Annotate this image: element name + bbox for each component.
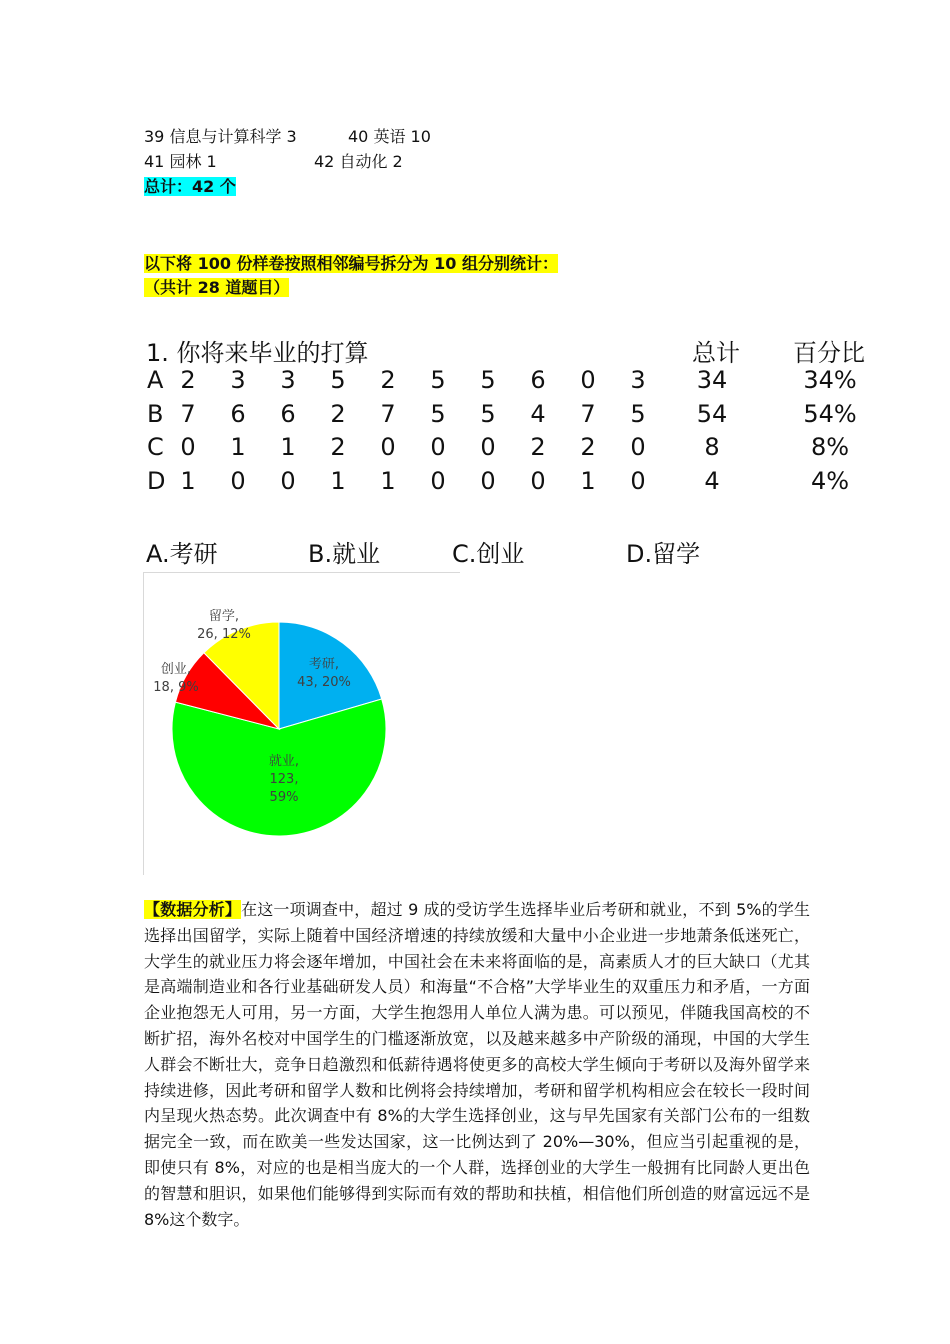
tally-cell: 0 <box>180 433 196 461</box>
tally-cell: 1 <box>230 433 246 461</box>
tally-cell: 2 <box>180 366 196 394</box>
tally-cell: 5 <box>630 400 646 428</box>
pie-label-创业: 创业, <box>160 662 192 677</box>
tally-cell: 6 <box>230 400 246 428</box>
pie-label-留学: 留学, <box>208 609 240 624</box>
pie-chart-frame <box>143 572 460 875</box>
tally-cell: 6 <box>530 366 546 394</box>
row-label-c: C <box>147 433 164 461</box>
major-39: 39 信息与计算科学 3 <box>144 127 297 146</box>
total-header: 总计 <box>692 339 740 367</box>
tally-cell: 6 <box>280 400 296 428</box>
row-total: 4 <box>704 467 720 495</box>
row-total: 34 <box>696 366 728 394</box>
tally-cell: 4 <box>530 400 546 428</box>
tally-cell: 0 <box>630 467 646 495</box>
pie-chart <box>144 573 460 875</box>
tally-cell: 1 <box>580 467 596 495</box>
tally-cell: 0 <box>230 467 246 495</box>
row-percent: 54% <box>803 400 857 428</box>
row-percent: 34% <box>803 366 857 394</box>
tally-cell: 7 <box>380 400 396 428</box>
tally-cell: 7 <box>180 400 196 428</box>
intro-line-2: （共计 28 道题目） <box>144 278 290 297</box>
tally-cell: 3 <box>630 366 646 394</box>
tally-cell: 2 <box>330 400 346 428</box>
tally-cell: 0 <box>480 467 496 495</box>
analysis-text: 在这一项调查中，超过 9 成的受访学生选择毕业后考研和就业，不到 5%的学生选择出国留学，实际上随着中国经济增速的持续放缓和大量中小企业进一步地萧条低迷死亡，大学生的就业压力将会逐年增加，中国社会在未来将面临的是，高素质人才的巨大缺口（尤其是高端制造业和各行业基础研发人员）和海量“不合格”大学毕业生的双重压力和矛盾，一方面企业抱怨无人可用，另一方面，大学生抱怨用人单位人满为患。可以预见，伴随我国高校的不断扩招，海外名校对中国学生的门槛逐渐放宽，以及越来越多中产阶级的涌现，中国的大学生人群会不断壮大，竞争日趋激烈和低薪待遇将使更多的高校大学生倾向于考研以及海外留学来持续进修，因此考研和留学人数和比例将会持续增加，考研和留学机构相应会在较长一段时间内呈现火热态势。此次调查中有 8%的大学生选择创业，这与早先国家有关部门公布的一组数据完全一致，而在欧美一些发达国家，这一比例达到了 20%—30%，但应当引起重视的是，即使只有 8%，对应的也是相当庞大的一个人群，选择创业的大学生一般拥有比同龄人更出色的智慧和胆识，如果他们能够得到实际而有效的帮助和扶植，相信他们所创造的财富远远不是 8%这个数字。 <box>144 900 810 1229</box>
tally-cell: 5 <box>330 366 346 394</box>
option-c: C.创业 <box>452 540 525 568</box>
tally-cell: 2 <box>580 433 596 461</box>
tally-cell: 1 <box>180 467 196 495</box>
analysis-tag: 【数据分析】 <box>144 900 242 919</box>
tally-cell: 5 <box>480 366 496 394</box>
pie-label-创业: 18, 9% <box>153 680 199 695</box>
major-42: 42 自动化 2 <box>314 152 403 171</box>
major-41: 41 园林 1 <box>144 152 217 171</box>
tally-cell: 0 <box>430 433 446 461</box>
tally-cell: 0 <box>530 467 546 495</box>
row-label-d: D <box>147 467 166 495</box>
tally-cell: 1 <box>380 467 396 495</box>
tally-cell: 7 <box>580 400 596 428</box>
row-total: 54 <box>696 400 728 428</box>
pie-label-考研: 考研, <box>308 657 340 672</box>
tally-cell: 0 <box>280 467 296 495</box>
tally-cell: 1 <box>330 467 346 495</box>
tally-cell: 0 <box>380 433 396 461</box>
row-label-b: B <box>147 400 164 428</box>
option-a: A.考研 <box>146 540 218 568</box>
tally-cell: 0 <box>430 467 446 495</box>
total-count: 总计：42 个 <box>144 177 236 196</box>
tally-cell: 2 <box>530 433 546 461</box>
major-40: 40 英语 10 <box>348 127 431 146</box>
pie-label-就业: 59% <box>269 790 299 805</box>
tally-cell: 5 <box>430 400 446 428</box>
pie-label-就业: 123, <box>269 772 299 787</box>
tally-cell: 2 <box>330 433 346 461</box>
row-total: 8 <box>704 433 720 461</box>
tally-cell: 0 <box>630 433 646 461</box>
tally-cell: 0 <box>480 433 496 461</box>
analysis-paragraph <box>144 897 810 1232</box>
row-percent: 8% <box>810 433 850 461</box>
tally-cell: 1 <box>280 433 296 461</box>
pie-label-就业: 就业, <box>268 754 300 769</box>
tally-cell: 3 <box>280 366 296 394</box>
tally-cell: 5 <box>480 400 496 428</box>
intro-line-1: 以下将 100 份样卷按照相邻编号拆分为 10 组分别统计： <box>144 254 558 273</box>
pie-label-考研: 43, 20% <box>297 675 351 690</box>
question-title: 1. 你将来毕业的打算 <box>146 339 369 367</box>
percent-header: 百分比 <box>793 339 865 367</box>
row-label-a: A <box>147 366 164 394</box>
option-d: D.留学 <box>626 540 701 568</box>
pie-label-留学: 26, 12% <box>197 627 251 642</box>
tally-cell: 3 <box>230 366 246 394</box>
tally-cell: 2 <box>380 366 396 394</box>
tally-cell: 0 <box>580 366 596 394</box>
option-b: B.就业 <box>308 540 381 568</box>
tally-cell: 5 <box>430 366 446 394</box>
row-percent: 4% <box>810 467 850 495</box>
